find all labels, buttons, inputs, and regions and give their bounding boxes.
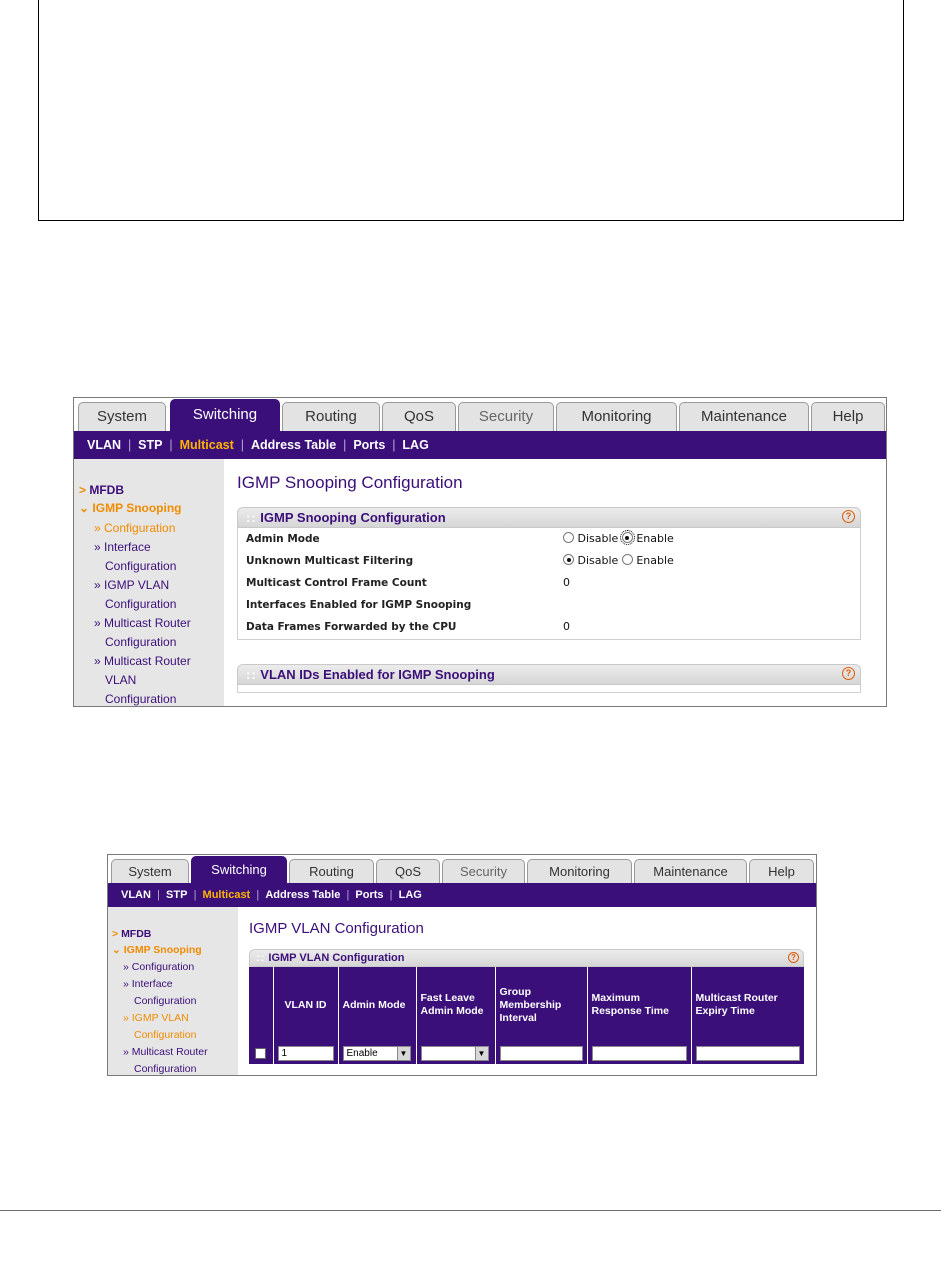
admin-mode-cell <box>338 1043 416 1064</box>
unknown-mc-radios: Disable Enable <box>563 554 674 567</box>
sidebar-item-multicast-router-cont[interactable]: Configuration <box>134 1063 197 1075</box>
mc-control-label: Multicast Control Frame Count <box>246 577 427 589</box>
igmp-vlan-screenshot <box>107 854 817 1076</box>
tab-system[interactable]: System <box>111 859 189 883</box>
subnav-ports[interactable]: Ports <box>355 889 384 901</box>
help-icon[interactable]: ? <box>842 667 855 680</box>
max-response-input[interactable] <box>592 1046 687 1061</box>
sidebar-item-multicast-router-vlan-cont1[interactable]: VLAN <box>105 673 137 687</box>
fast-leave-cell <box>416 1043 495 1064</box>
subnav-lag[interactable]: LAG <box>398 889 422 901</box>
sub-nav: VLAN | STP | Multicast | Address Table | Ports | LAG <box>74 431 886 459</box>
sidebar <box>74 459 224 706</box>
admin-mode-disable-radio[interactable] <box>563 532 574 543</box>
subnav-stp[interactable]: STP <box>138 438 163 452</box>
tab-maintenance[interactable]: Maintenance <box>679 402 809 431</box>
admin-mode-label: Admin Mode <box>246 533 320 545</box>
mc-router-expiry-input[interactable] <box>696 1046 801 1061</box>
unknown-mc-enable-radio[interactable] <box>622 554 633 565</box>
col-select <box>249 967 273 1043</box>
interfaces-label: Interfaces Enabled for IGMP Snooping <box>246 599 472 611</box>
sidebar-item-multicast-router-vlan-cont2[interactable]: Configuration <box>105 692 177 706</box>
sidebar-item-interface-cont[interactable]: Configuration <box>105 559 177 573</box>
sidebar-item-igmp-vlan-cont[interactable]: Configuration <box>105 597 177 611</box>
subnav-stp[interactable]: STP <box>166 889 188 901</box>
tab-security[interactable]: Security <box>442 859 525 883</box>
igmp-snooping-screenshot <box>73 397 887 707</box>
help-icon[interactable]: ? <box>788 952 799 963</box>
help-icon[interactable]: ? <box>842 510 855 523</box>
chevron-down-icon: ▼ <box>475 1047 488 1060</box>
tab-system[interactable]: System <box>78 402 166 431</box>
row-checkbox[interactable] <box>255 1048 266 1059</box>
mc-control-value: 0 <box>563 576 570 589</box>
fast-leave-select[interactable] <box>421 1046 489 1061</box>
sidebar-item-interface-cont[interactable]: Configuration <box>134 995 197 1007</box>
subnav-lag[interactable]: LAG <box>402 438 429 452</box>
row-mc-control-count <box>238 572 860 594</box>
sub-nav: VLAN | STP | Multicast | Address Table | Ports | LAG <box>108 883 816 907</box>
sidebar-item-mfdb[interactable]: > MFDB <box>112 928 152 940</box>
tab-qos[interactable]: QoS <box>376 859 440 883</box>
panel-igmp-snooping-body <box>237 528 861 640</box>
subnav-address-table[interactable]: Address Table <box>265 889 341 901</box>
admin-mode-radios: Disable Enable <box>563 532 674 545</box>
page-title: IGMP VLAN Configuration <box>249 920 424 937</box>
page-title: IGMP Snooping Configuration <box>237 473 463 492</box>
unknown-mc-disable-radio[interactable] <box>563 554 574 565</box>
tab-help[interactable]: Help <box>811 402 885 431</box>
sidebar-item-igmp-snooping[interactable]: ⌄ IGMP Snooping <box>112 944 202 956</box>
subnav-ports[interactable]: Ports <box>353 438 386 452</box>
max-response-cell <box>587 1043 691 1064</box>
col-fast-leave: Fast Leave Admin Mode <box>416 967 495 1043</box>
subnav-vlan[interactable]: VLAN <box>87 438 122 452</box>
data-frames-label: Data Frames Forwarded by the CPU <box>246 621 457 633</box>
sidebar-item-igmp-vlan-cont[interactable]: Configuration <box>134 1029 197 1041</box>
tab-switching[interactable]: Switching <box>191 856 287 883</box>
subnav-address-table[interactable]: Address Table <box>250 438 337 452</box>
tab-switching[interactable]: Switching <box>170 399 280 431</box>
tab-help[interactable]: Help <box>749 859 814 883</box>
tab-maintenance[interactable]: Maintenance <box>634 859 747 883</box>
row-unknown-multicast <box>238 550 860 572</box>
unknown-mc-label: Unknown Multicast Filtering <box>246 555 414 567</box>
chevron-down-icon: ▼ <box>397 1047 410 1060</box>
row-data-frames <box>238 616 860 638</box>
sidebar-item-multicast-router[interactable]: » Multicast Router <box>94 616 191 630</box>
subnav-multicast[interactable]: Multicast <box>179 438 234 452</box>
data-frames-value: 0 <box>563 620 570 633</box>
sidebar-item-configuration[interactable]: » Configuration <box>94 521 176 535</box>
tab-monitoring[interactable]: Monitoring <box>556 402 677 431</box>
vlan-id-input[interactable]: 1 <box>278 1046 334 1061</box>
mc-router-expiry-cell <box>691 1043 804 1064</box>
col-mc-router-expiry: Multicast Router Expiry Time <box>691 967 804 1043</box>
col-vlan-id: VLAN ID <box>273 967 338 1043</box>
igmp-vlan-table <box>249 967 804 1064</box>
col-max-response: Maximum Response Time <box>587 967 691 1043</box>
tab-qos[interactable]: QoS <box>382 402 456 431</box>
panel-vlan-ids-body <box>237 685 861 693</box>
subnav-vlan[interactable]: VLAN <box>121 889 151 901</box>
group-membership-cell <box>495 1043 587 1064</box>
col-group-membership: Group Membership Interval <box>495 967 587 1043</box>
main-tab-bar <box>108 855 816 883</box>
main-tab-bar <box>74 398 886 431</box>
panel-vlan-ids-enabled: :: VLAN IDs Enabled for IGMP Snooping <box>237 664 861 685</box>
group-membership-input[interactable] <box>500 1046 583 1061</box>
row-select-cell <box>249 1043 273 1064</box>
sidebar-item-multicast-router[interactable]: » Multicast Router <box>123 1046 208 1058</box>
admin-mode-select[interactable]: Enable ▼ <box>343 1046 411 1061</box>
sidebar-item-interface[interactable]: » Interface <box>94 540 151 554</box>
panel-igmp-snooping-config: :: IGMP Snooping Configuration <box>237 507 861 528</box>
sidebar-item-multicast-router-cont[interactable]: Configuration <box>105 635 177 649</box>
row-admin-mode <box>238 528 860 550</box>
vlan-id-cell <box>273 1043 338 1064</box>
sidebar-item-mfdb[interactable]: > MFDB <box>79 483 125 497</box>
tab-routing[interactable]: Routing <box>289 859 374 883</box>
footer-rule <box>0 1210 941 1211</box>
sidebar-item-igmp-vlan[interactable]: » IGMP VLAN <box>123 1012 189 1024</box>
sidebar <box>108 907 238 1075</box>
sidebar-item-igmp-snooping[interactable]: ⌄ IGMP Snooping <box>79 501 182 515</box>
panel-igmp-vlan-config: :: IGMP VLAN Configuration <box>249 949 804 967</box>
sidebar-item-configuration[interactable]: » Configuration <box>123 961 195 973</box>
table-row <box>249 1043 804 1064</box>
row-interfaces-enabled <box>238 594 860 616</box>
tab-security[interactable]: Security <box>458 402 554 431</box>
tab-routing[interactable]: Routing <box>282 402 380 431</box>
sidebar-item-multicast-router-vlan[interactable]: » Multicast Router <box>94 654 191 668</box>
col-admin-mode: Admin Mode <box>338 967 416 1043</box>
sidebar-item-interface[interactable]: » Interface <box>123 978 173 990</box>
sidebar-item-igmp-vlan[interactable]: » IGMP VLAN <box>94 578 170 592</box>
table-header-row <box>249 967 804 1043</box>
admin-mode-enable-radio[interactable] <box>622 532 633 543</box>
tab-monitoring[interactable]: Monitoring <box>527 859 632 883</box>
note-box <box>38 0 904 221</box>
subnav-multicast[interactable]: Multicast <box>202 889 251 901</box>
